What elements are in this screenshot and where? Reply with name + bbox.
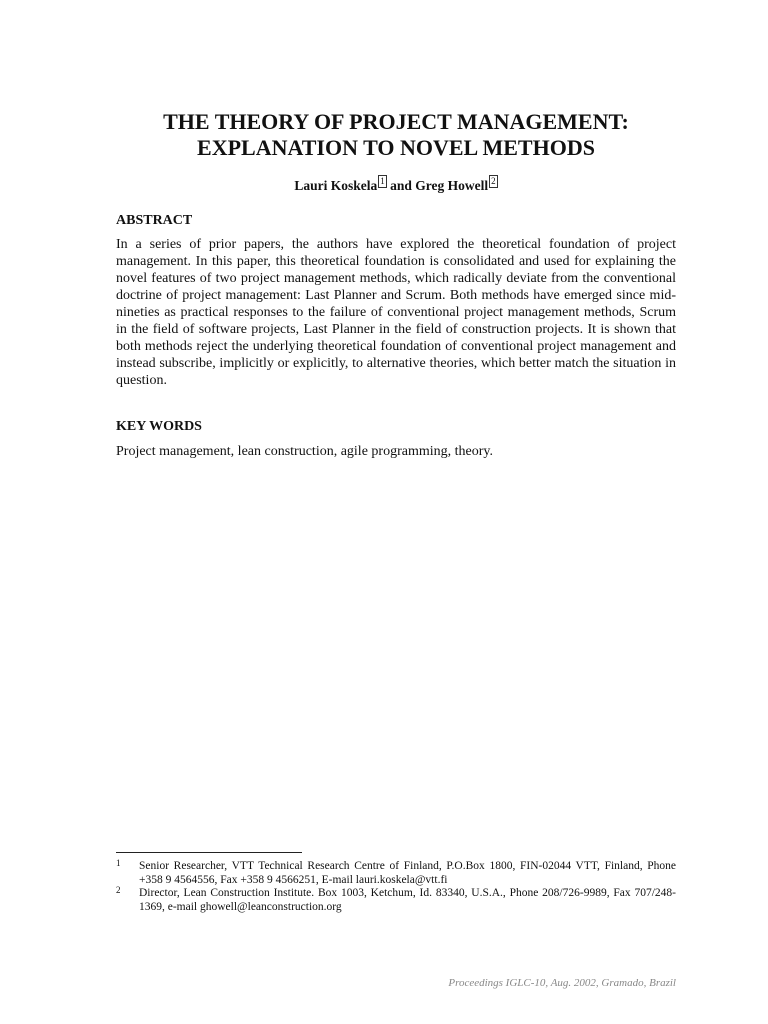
- footnote-divider: [116, 852, 302, 853]
- paper-title: [100, 109, 692, 161]
- footnote-1-text: Senior Researcher, VTT Technical Research Centre of Finland, P.O.Box 1800, FIN-02044 VTT, Finland, Phone +358 9 4564556, Fax +358 9 4566251, E-mail lauri.koskela@vtt.fi: [139, 860, 676, 886]
- footnote-2: [116, 886, 676, 914]
- keywords-text: Project management, lean construction, agile programming, theory.: [116, 444, 493, 459]
- author-connector: and: [386, 178, 416, 193]
- title-line-1: THE THEORY OF PROJECT MANAGEMENT:: [163, 109, 629, 134]
- title-line-2: EXPLANATION TO NOVEL METHODS: [197, 135, 595, 160]
- abstract-text: In a series of prior papers, the authors have explored the theoretical foundation of project management. In this paper, this theoretical foundation is consolidated and used for explaining the novel features of two project management methods, which radically deviate from the conventional doctrine of project management: Last Planner and Scrum. Both methods have emerged since mid-nineties as practical responses to the failure of conventional project management methods, Scrum in the field of software projects, Last Planner in the field of construction projects. It is shown that both methods reject the underlying theoretical foundation of conventional project management and instead subscribe, implicitly or explicitly, to alternative theories, which better match the situation in question.: [116, 237, 676, 388]
- abstract-heading: ABSTRACT: [116, 213, 193, 228]
- footnote-1: [116, 859, 676, 887]
- author-1-name: Lauri Koskela: [294, 178, 378, 193]
- author-line: [100, 175, 692, 195]
- author-1-footnote-link[interactable]: 1: [380, 176, 385, 186]
- running-footer: Proceedings IGLC-10, Aug. 2002, Gramado, Brazil: [448, 977, 676, 989]
- footnote-1-number: 1: [116, 858, 121, 868]
- author-2-footnote-link[interactable]: 2: [491, 176, 496, 186]
- author-2-name: Greg Howell: [415, 178, 489, 193]
- keywords-heading: KEY WORDS: [116, 419, 202, 434]
- footnote-2-number: 2: [116, 885, 121, 895]
- footnote-2-text: Director, Lean Construction Institute. Box 1003, Ketchum, Id. 83340, U.S.A., Phone 208/726-9989, Fax 707/248-1369, e-mail ghowell@leanconstruction.org: [139, 887, 676, 913]
